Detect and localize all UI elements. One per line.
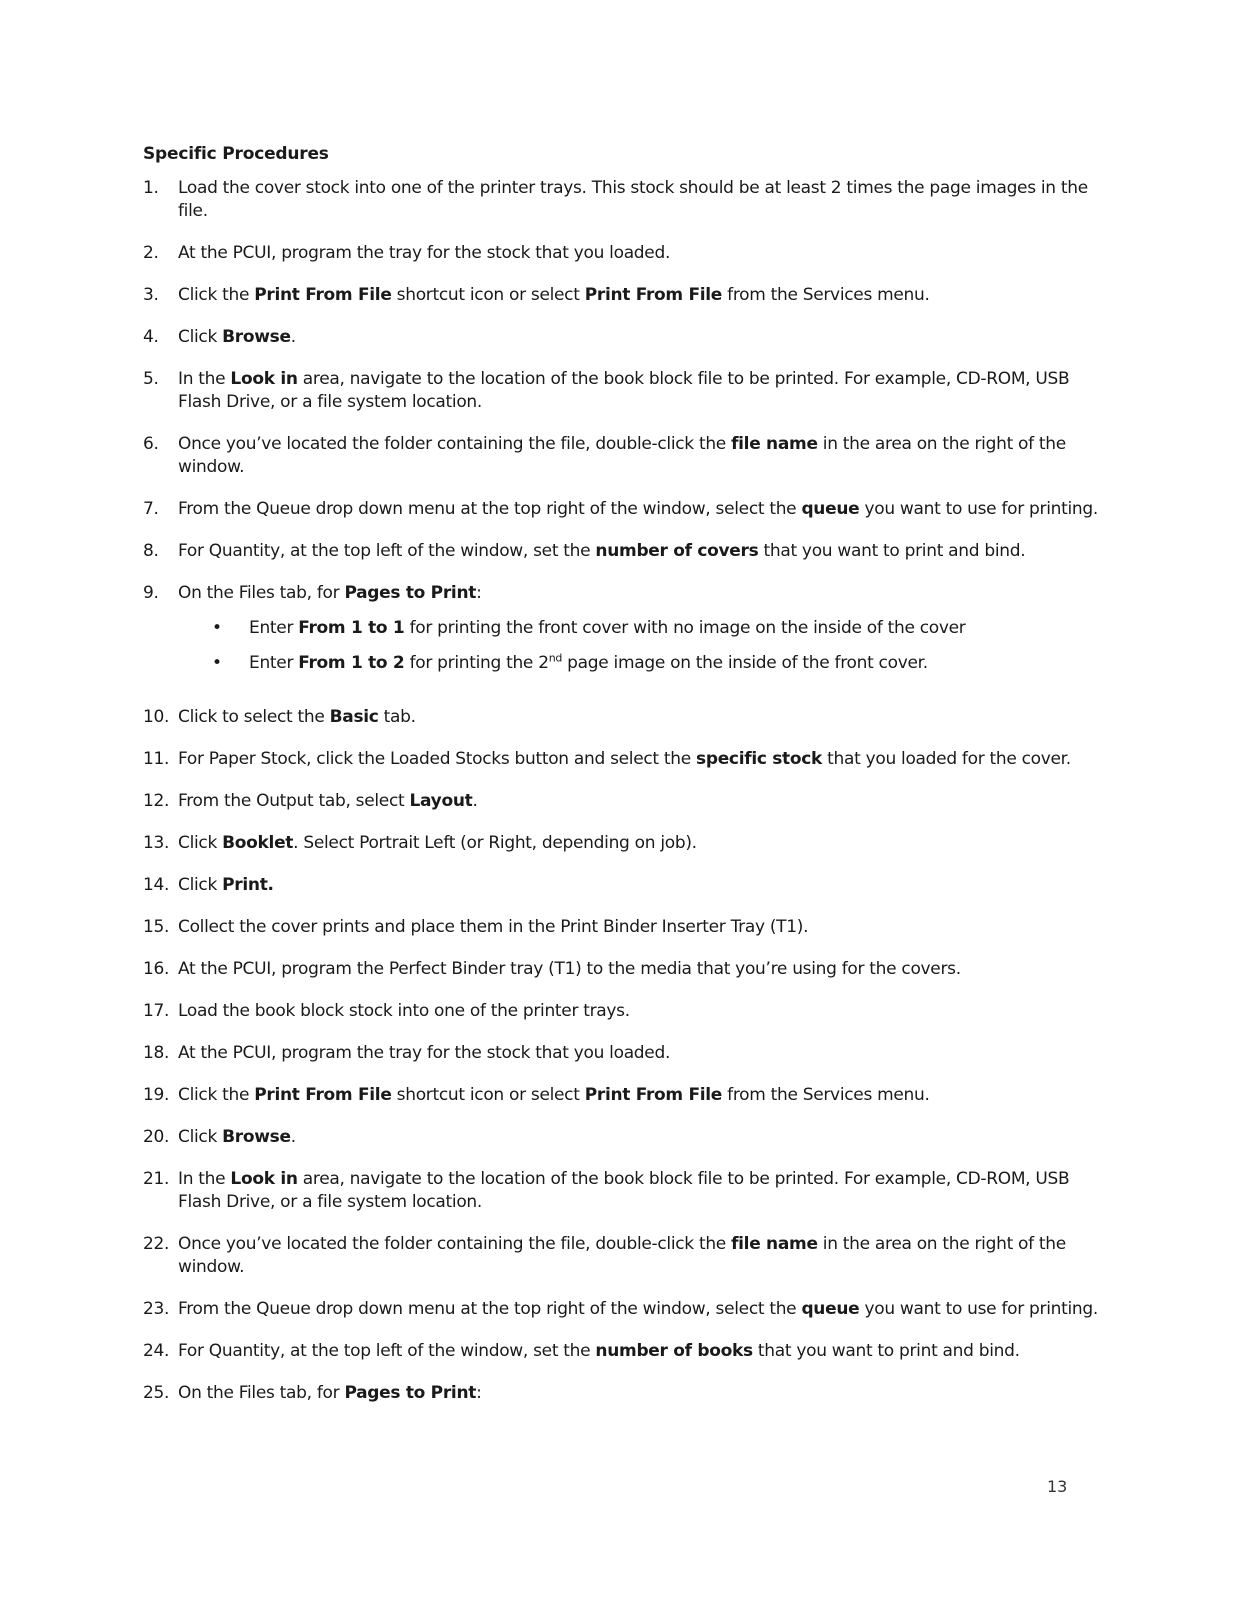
page-number: 13 (1047, 1477, 1068, 1496)
step-body (178, 284, 1103, 307)
step-number: 11. (143, 749, 170, 769)
step-text: from the Services menu. (722, 285, 930, 305)
step-number: 3. (143, 285, 159, 305)
list-item (143, 498, 1103, 521)
step-text: Once you’ve located the folder containing the file, double-click the (178, 434, 732, 454)
emphasis-term: queue (801, 499, 860, 519)
step-text: Click to select the (178, 707, 330, 727)
step-text: On the Files tab, for (178, 1383, 345, 1403)
emphasis-term: Look in (230, 1169, 298, 1189)
step-body (178, 916, 1103, 939)
emphasis-term: Booklet (222, 833, 294, 853)
superscript: nd (548, 651, 563, 665)
step-body (178, 242, 1103, 265)
list-item (143, 242, 1103, 265)
step-text: Click the (178, 1085, 255, 1105)
list-item (143, 1126, 1103, 1149)
bullet-list (178, 617, 1103, 675)
step-text: area, navigate to the location of the book block file to be printed. For example, CD-ROM, USB Flash Drive, or a file system location. (178, 369, 1070, 412)
step-number: 13. (143, 833, 170, 853)
step-text: for printing the 2 (404, 653, 549, 673)
step-text: For Quantity, at the top left of the window, set the (178, 1341, 596, 1361)
step-body (178, 1126, 1103, 1149)
step-text: Once you’ve located the folder containing the file, double-click the (178, 1234, 732, 1254)
list-item (143, 368, 1103, 414)
list-item (143, 177, 1103, 223)
step-body (178, 498, 1103, 521)
emphasis-term: Print From File (254, 285, 392, 305)
emphasis-term: Print From File (584, 1085, 723, 1105)
step-body (178, 874, 1103, 897)
step-text: . (290, 327, 296, 347)
step-number: 20. (143, 1127, 170, 1147)
step-text: From the Output tab, select (178, 791, 410, 811)
list-item (143, 326, 1103, 349)
step-text: In the (178, 369, 231, 389)
emphasis-term: Print From File (584, 285, 723, 305)
list-item (143, 1298, 1103, 1321)
step-text: . (290, 1127, 296, 1147)
step-body (178, 1168, 1103, 1214)
emphasis-term: From 1 to 2 (298, 653, 405, 673)
bullet-item (212, 652, 1103, 675)
list-item (143, 748, 1103, 771)
bullet-text (249, 617, 965, 640)
list-item (143, 540, 1103, 563)
step-body (178, 748, 1103, 771)
emphasis-term: Look in (230, 369, 298, 389)
step-text: Enter (249, 653, 299, 673)
step-number: 25. (143, 1383, 170, 1403)
step-number: 18. (143, 1043, 170, 1063)
list-item (143, 790, 1103, 813)
step-text: Collect the cover prints and place them in the Print Binder Inserter Tray (T1). (178, 917, 809, 937)
step-text: Load the cover stock into one of the printer trays. This stock should be at least 2 times the page images in the file. (178, 178, 1088, 221)
step-text: in the area on the right of the window. (178, 434, 1066, 477)
step-text: tab. (378, 707, 416, 727)
bullet-text (249, 652, 928, 675)
step-number: 12. (143, 791, 170, 811)
step-number: 22. (143, 1234, 170, 1254)
step-number: 14. (143, 875, 170, 895)
step-body (178, 177, 1103, 223)
step-number: 24. (143, 1341, 170, 1361)
step-text: Enter (249, 618, 299, 638)
list-item (143, 1084, 1103, 1107)
step-number: 5. (143, 369, 159, 389)
step-number: 17. (143, 1001, 170, 1021)
emphasis-term: file name (731, 1234, 818, 1254)
step-text: shortcut icon or select (391, 1085, 585, 1105)
step-text: from the Services menu. (722, 1085, 930, 1105)
list-item (143, 1382, 1103, 1405)
step-number: 4. (143, 327, 159, 347)
step-text: you want to use for printing. (859, 1299, 1098, 1319)
step-number: 15. (143, 917, 170, 937)
list-item (143, 916, 1103, 939)
step-text: . Select Portrait Left (or Right, depending on job). (293, 833, 697, 853)
step-text: that you want to print and bind. (752, 1341, 1020, 1361)
step-number: 6. (143, 434, 159, 454)
bullet-icon: • (212, 653, 222, 673)
step-text: At the PCUI, program the Perfect Binder tray (T1) to the media that you’re using for the covers. (178, 959, 961, 979)
step-text: For Quantity, at the top left of the window, set the (178, 541, 596, 561)
emphasis-term: Browse (222, 327, 291, 347)
step-number: 9. (143, 583, 159, 603)
step-text: : (476, 583, 482, 603)
step-body (178, 790, 1103, 813)
procedure-list (143, 177, 1103, 1424)
list-item (143, 582, 1103, 687)
emphasis-term: number of covers (595, 541, 759, 561)
step-text: : (476, 1383, 482, 1403)
step-text: From the Queue drop down menu at the top right of the window, select the (178, 499, 802, 519)
list-item (143, 832, 1103, 855)
step-body (178, 582, 1103, 687)
step-number: 2. (143, 243, 159, 263)
step-text: At the PCUI, program the tray for the stock that you loaded. (178, 243, 671, 263)
step-text: Click (178, 1127, 223, 1147)
emphasis-term: queue (801, 1299, 860, 1319)
step-body (178, 368, 1103, 414)
list-item (143, 874, 1103, 897)
list-item (143, 433, 1103, 479)
step-text: In the (178, 1169, 231, 1189)
step-text: that you want to print and bind. (758, 541, 1026, 561)
step-number: 7. (143, 499, 159, 519)
step-body (178, 1233, 1103, 1279)
list-item (143, 1042, 1103, 1065)
emphasis-term: specific stock (696, 749, 823, 769)
step-text: On the Files tab, for (178, 583, 345, 603)
step-body (178, 1298, 1103, 1321)
step-body (178, 540, 1103, 563)
step-text: For Paper Stock, click the Loaded Stocks button and select the (178, 749, 696, 769)
step-text: area, navigate to the location of the book block file to be printed. For example, CD-ROM, USB Flash Drive, or a file system location. (178, 1169, 1070, 1212)
step-number: 21. (143, 1169, 170, 1189)
step-text: Click (178, 833, 223, 853)
step-text: shortcut icon or select (391, 285, 585, 305)
step-text: you want to use for printing. (859, 499, 1098, 519)
emphasis-term: Pages to Print (344, 583, 477, 603)
step-number: 1. (143, 178, 159, 198)
list-item (143, 284, 1103, 307)
emphasis-term: file name (731, 434, 818, 454)
step-text: Click the (178, 285, 255, 305)
step-body (178, 1000, 1103, 1023)
step-number: 8. (143, 541, 159, 561)
step-text: From the Queue drop down menu at the top right of the window, select the (178, 1299, 802, 1319)
step-body (178, 326, 1103, 349)
step-body (178, 1382, 1103, 1405)
emphasis-term: Basic (329, 707, 379, 727)
step-body (178, 832, 1103, 855)
step-number: 10. (143, 707, 170, 727)
step-text: At the PCUI, program the tray for the stock that you loaded. (178, 1043, 671, 1063)
step-text: in the area on the right of the window. (178, 1234, 1066, 1277)
list-item (143, 958, 1103, 981)
step-body (178, 706, 1103, 729)
bullet-item (212, 617, 1103, 640)
section-heading: Specific Procedures (143, 144, 329, 164)
emphasis-term: Pages to Print (344, 1383, 477, 1403)
step-body (178, 1340, 1103, 1363)
emphasis-term: Layout (409, 791, 473, 811)
emphasis-term: Print. (222, 875, 274, 895)
step-text: Click (178, 875, 223, 895)
step-text: for printing the front cover with no image on the inside of the cover (404, 618, 966, 638)
emphasis-term: From 1 to 1 (298, 618, 405, 638)
step-body (178, 1042, 1103, 1065)
step-text: Click (178, 327, 223, 347)
emphasis-term: Browse (222, 1127, 291, 1147)
bullet-icon: • (212, 618, 222, 638)
list-item (143, 1168, 1103, 1214)
list-item (143, 706, 1103, 729)
list-item (143, 1340, 1103, 1363)
step-body (178, 958, 1103, 981)
step-number: 19. (143, 1085, 170, 1105)
step-number: 23. (143, 1299, 170, 1319)
step-body (178, 1084, 1103, 1107)
emphasis-term: Print From File (254, 1085, 392, 1105)
step-number: 16. (143, 959, 170, 979)
list-item (143, 1000, 1103, 1023)
step-text: that you loaded for the cover. (822, 749, 1071, 769)
list-item (143, 1233, 1103, 1279)
step-text: Load the book block stock into one of the printer trays. (178, 1001, 630, 1021)
step-text: page image on the inside of the front cover. (562, 653, 928, 673)
step-body (178, 433, 1103, 479)
step-text: . (472, 791, 478, 811)
emphasis-term: number of books (595, 1341, 753, 1361)
